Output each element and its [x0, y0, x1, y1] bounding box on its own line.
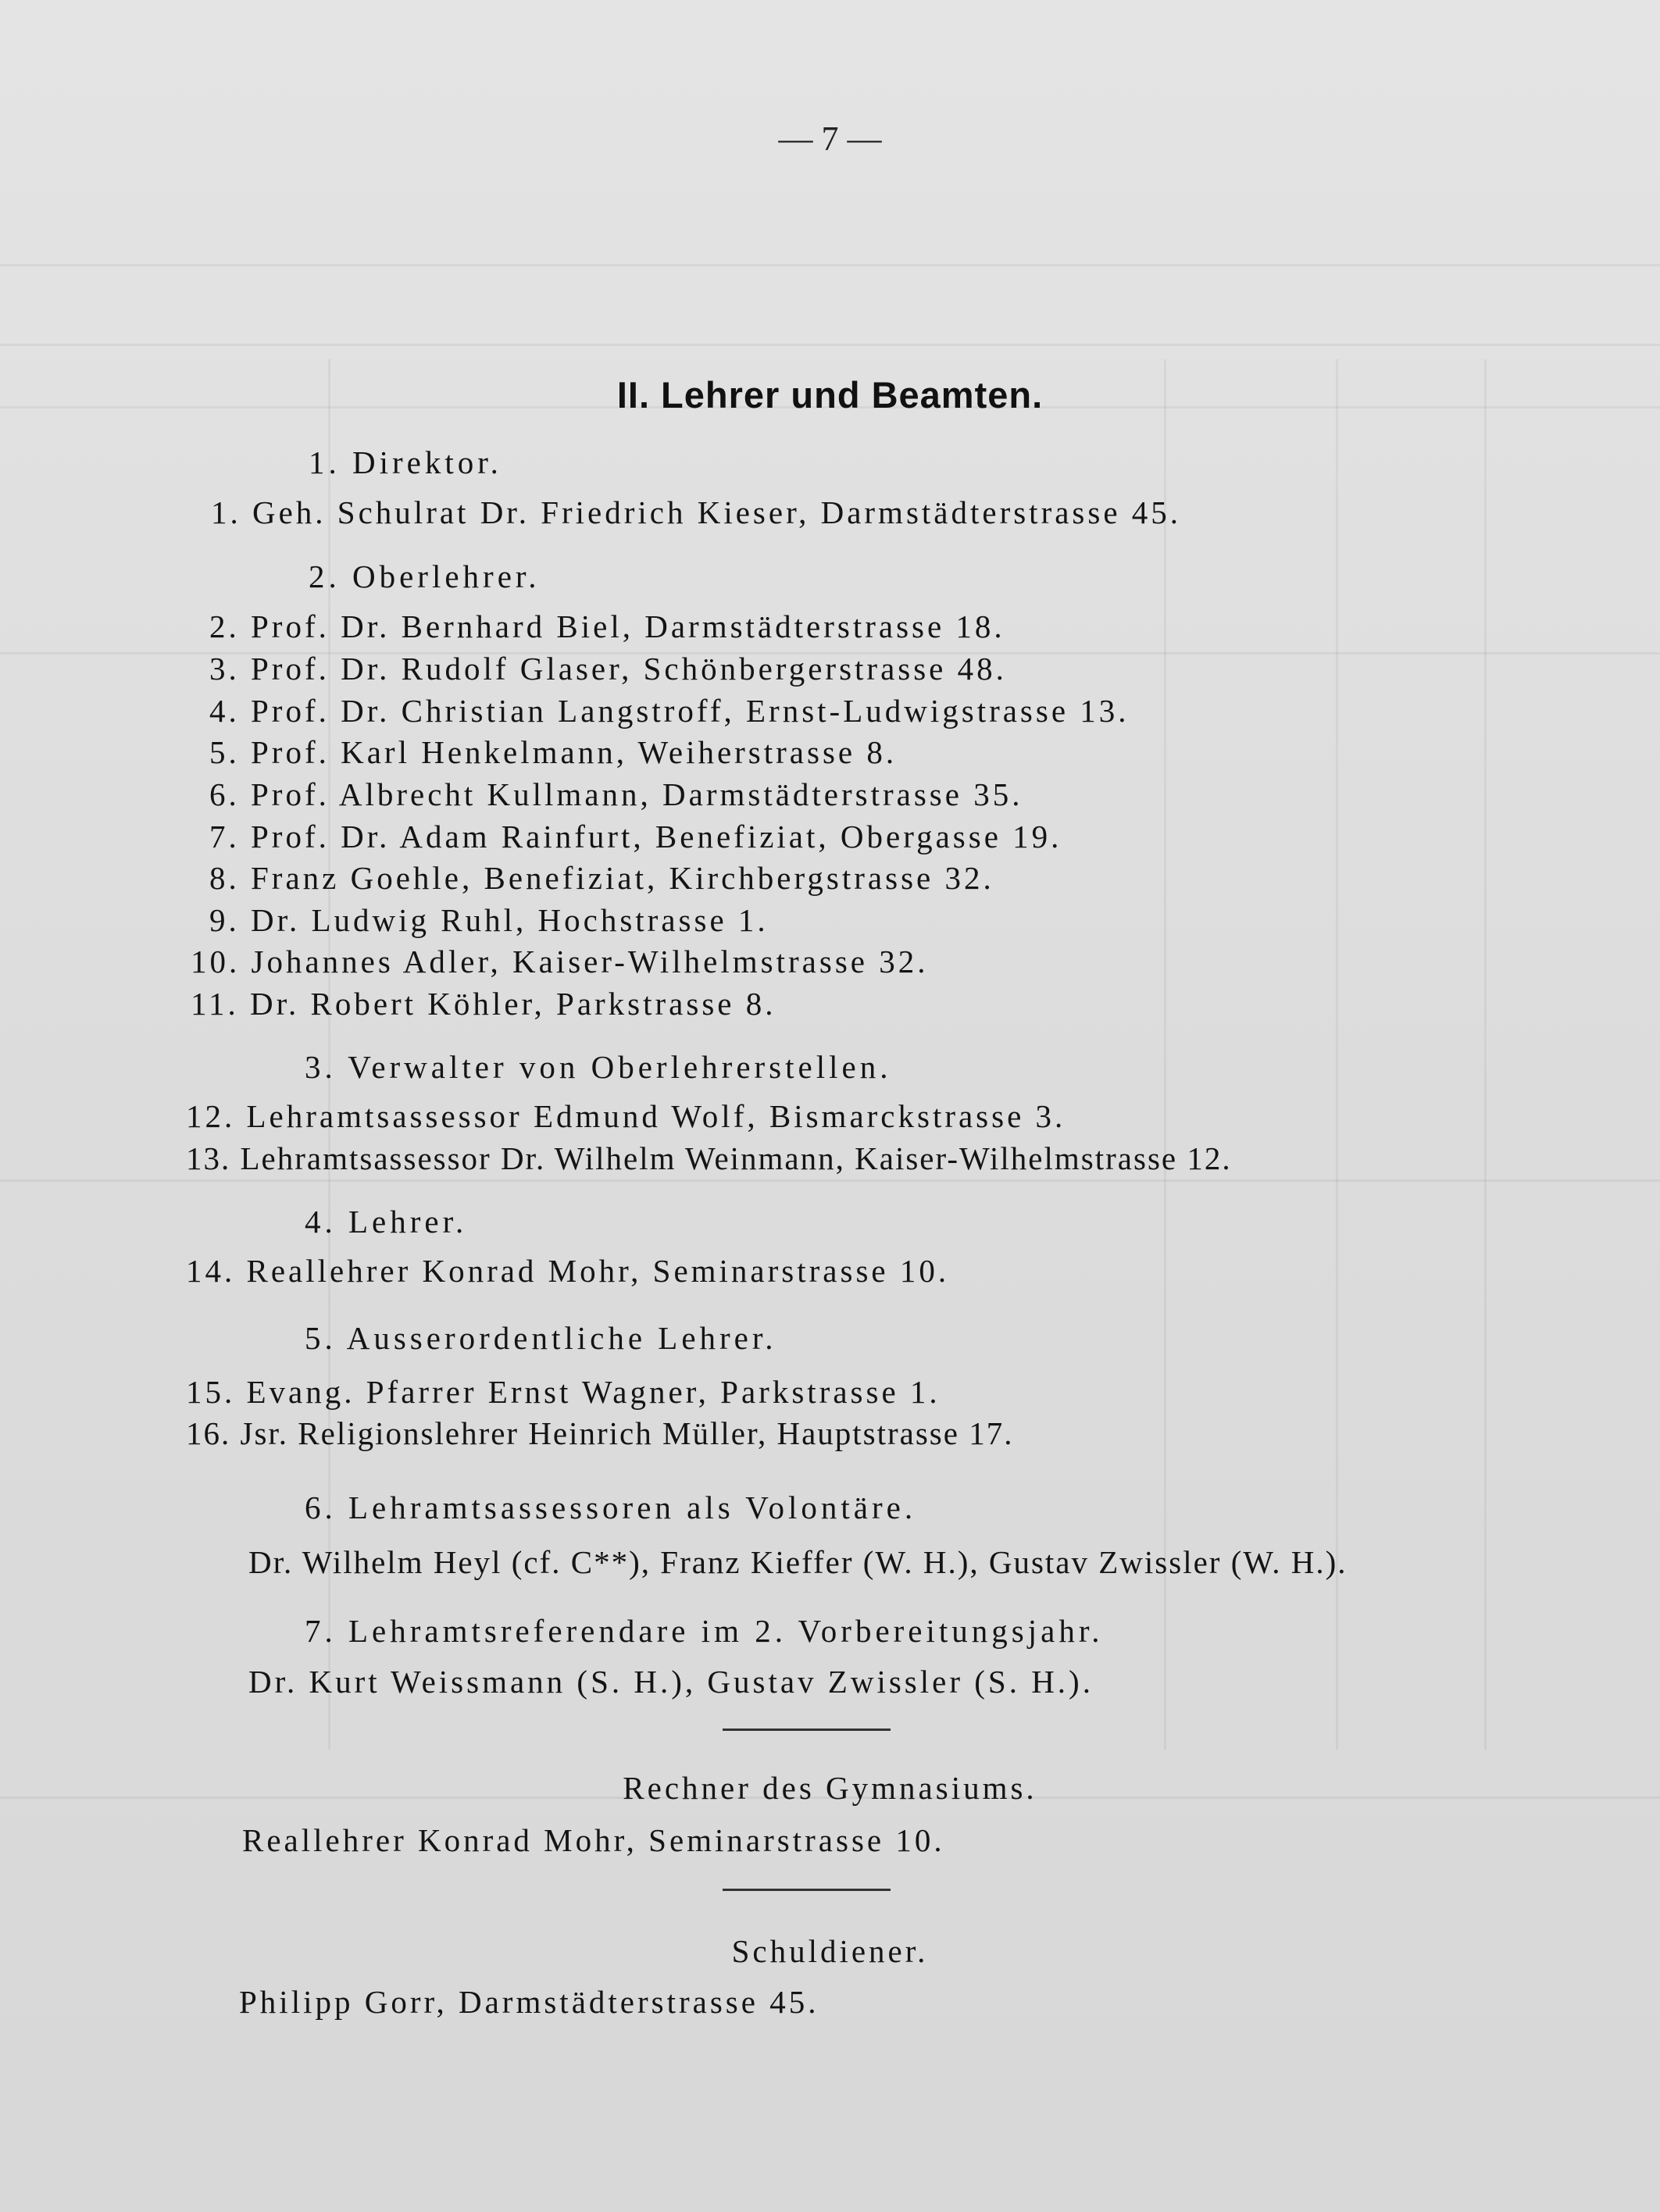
bleed-through-rule	[1484, 359, 1487, 1750]
page-number: — 7 —	[778, 120, 882, 158]
bleed-through-rule	[0, 264, 1660, 266]
staff-entry: 3. Prof. Dr. Rudolf Glaser, Schönbergerstrasse 48.	[209, 651, 1007, 687]
staff-entry: 5. Prof. Karl Henkelmann, Weiherstrasse 8.	[209, 734, 898, 770]
rechner-heading: Rechner des Gymnasiums.	[623, 1770, 1037, 1806]
staff-entry: 14. Reallehrer Konrad Mohr, Seminarstrasse 10.	[186, 1253, 950, 1289]
staff-entry: 2. Prof. Dr. Bernhard Biel, Darmstädterstrasse 18.	[209, 608, 1005, 644]
staff-entry: 12. Lehramtsassessor Edmund Wolf, Bismarckstrasse 3.	[186, 1098, 1066, 1134]
staff-entry: 1. Geh. Schulrat Dr. Friedrich Kieser, Darmstädterstrasse 45.	[211, 494, 1182, 530]
staff-entry: 11. Dr. Robert Köhler, Parkstrasse 8.	[191, 986, 776, 1022]
staff-entry: Dr. Wilhelm Heyl (cf. C**), Franz Kieffer (W. H.), Gustav Zwissler (W. H.).	[248, 1544, 1348, 1580]
staff-entry: 9. Dr. Ludwig Ruhl, Hochstrasse 1.	[209, 902, 769, 938]
staff-entry: Dr. Kurt Weissmann (S. H.), Gustav Zwissler (S. H.).	[248, 1664, 1094, 1700]
section-heading-direktor: 1. Direktor.	[309, 444, 502, 480]
bleed-through-rule	[0, 1179, 1660, 1182]
bleed-through-rule	[1164, 359, 1166, 1750]
section-heading-volontaere: 6. Lehramtsassessoren als Volontäre.	[305, 1490, 917, 1525]
divider-rule	[723, 1889, 891, 1891]
staff-entry: 10. Johannes Adler, Kaiser-Wilhelmstrasse 32.	[191, 944, 929, 979]
schuldiener-heading: Schuldiener.	[731, 1933, 929, 1969]
section-heading-verwalter: 3. Verwalter von Oberlehrerstellen.	[305, 1049, 892, 1085]
staff-entry: 8. Franz Goehle, Benefiziat, Kirchbergstrasse 32.	[209, 860, 994, 896]
schuldiener-entry: Philipp Gorr, Darmstädterstrasse 45.	[239, 1984, 819, 2020]
section-heading-ausserordentliche-lehrer: 5. Ausserordentliche Lehrer.	[305, 1320, 777, 1356]
staff-entry: 15. Evang. Pfarrer Ernst Wagner, Parkstrasse 1.	[186, 1374, 941, 1410]
staff-entry: 6. Prof. Albrecht Kullmann, Darmstädterstrasse 35.	[209, 776, 1023, 812]
staff-entry: 16. Jsr. Religionslehrer Heinrich Müller, Hauptstrasse 17.	[186, 1415, 1014, 1451]
bleed-through-rule	[0, 344, 1660, 346]
staff-entry: 7. Prof. Dr. Adam Rainfurt, Benefiziat, Obergasse 19.	[209, 819, 1062, 854]
rechner-entry: Reallehrer Konrad Mohr, Seminarstrasse 10.	[242, 1822, 945, 1858]
page-title: II. Lehrer und Beamten.	[616, 374, 1044, 416]
section-heading-oberlehrer: 2. Oberlehrer.	[309, 558, 541, 594]
staff-entry: 4. Prof. Dr. Christian Langstroff, Ernst-Ludwigstrasse 13.	[209, 693, 1130, 729]
staff-entry: 13. Lehramtsassessor Dr. Wilhelm Weinmann, Kaiser-Wilhelmstrasse 12.	[186, 1140, 1232, 1176]
divider-rule	[723, 1729, 891, 1731]
bleed-through-rule	[1336, 359, 1338, 1750]
section-heading-referendare: 7. Lehramtsreferendare im 2. Vorbereitungsjahr.	[305, 1613, 1104, 1649]
section-heading-lehrer: 4. Lehrer.	[305, 1204, 468, 1240]
